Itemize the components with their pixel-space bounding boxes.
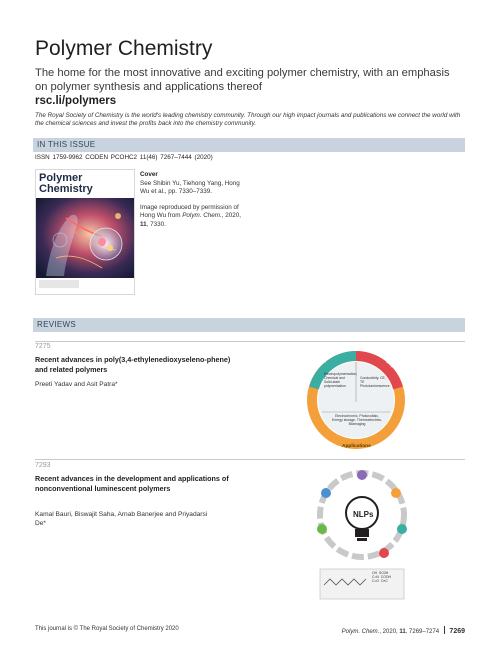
ring-center-left: Electropolymerisation, Chemical and Solid-state polymerisation — [324, 372, 358, 388]
reviews-label: REVIEWS — [37, 320, 76, 329]
article-divider — [35, 341, 465, 342]
article-page-number: 7275 — [35, 343, 51, 350]
reviews-bar — [33, 318, 465, 332]
nlp-center-label: NLPs — [353, 510, 374, 519]
article-authors: Kamal Bauri, Biswajit Saha, Arnab Banerjee and Priyadarsi De* — [35, 511, 208, 527]
article-title[interactable]: Recent advances in poly(3,4-ethylenedioxyseleno-phene) and related polymers — [35, 355, 231, 374]
rsc-about-text: The Royal Society of Chemistry is the world's leading chemistry community. Through our high impact journals and publications we connect the world with the chemical sciences and invest the profits back into the chemistry community. — [35, 112, 461, 127]
article-title[interactable]: Recent advances in the development and applications of nonconventional luminescent polymers — [35, 474, 229, 493]
journal-title: Polymer Chemistry — [35, 37, 213, 60]
nlp-functional-groups: OH SO3H C=N COOH C=O C≡C — [372, 571, 391, 584]
article-page-number: 7293 — [35, 462, 51, 469]
ring-center-bottom: Electrochromic, Photovoltaic, Energy storage, Thermoelectrics, Bioimaging — [332, 414, 382, 426]
in-this-issue-label: IN THIS ISSUE — [37, 140, 96, 149]
ring-center-right: Conductivity, CE, TE Photoluminescence — [360, 376, 390, 388]
cover-credit: See Shibin Yu, Tiehong Yang, Hong Wu et al., pp. 7330–7339. — [140, 179, 240, 195]
in-this-issue-bar — [33, 138, 465, 152]
issn-line: ISSN 1759-9962 CODEN PCOHC2 11(46) 7267–7444 (2020) — [35, 154, 213, 161]
cover-image-note: Image reproduced by permission of Hong Wu from Polym. Chem., 2020, 11, 7330. — [140, 203, 242, 228]
footer-citation: Polym. Chem., 2020, 11, 7269–7274 7269 — [341, 628, 465, 635]
ring-label-synthesis: Synthesis — [320, 347, 341, 366]
pedots-ring-graphic — [302, 347, 410, 450]
cover-description — [140, 171, 250, 229]
nlp-bulb-graphic — [312, 467, 412, 605]
ring-label-doping: Doping — [384, 359, 401, 375]
footer-copyright: This journal is © The Royal Society of Chemistry 2020 — [35, 626, 179, 632]
ring-label-applications: Applications — [342, 444, 371, 449]
journal-tagline: The home for the most innovative and exciting polymer chemistry, with an emphasis on polymer synthesis and applications thereof — [35, 67, 450, 93]
cover-image[interactable] — [35, 169, 135, 295]
article-divider — [35, 459, 465, 460]
article-authors: Preeti Yadav and Asit Patra* — [35, 381, 118, 388]
cover-heading: Cover — [140, 171, 158, 178]
cover-artwork — [36, 198, 134, 278]
footer-page-number: 7269 — [449, 628, 465, 635]
journal-url-link[interactable]: rsc.li/polymers — [35, 95, 117, 107]
cover-image-title: Polymer Chemistry — [39, 172, 93, 195]
cover-publisher-strip — [39, 280, 79, 288]
